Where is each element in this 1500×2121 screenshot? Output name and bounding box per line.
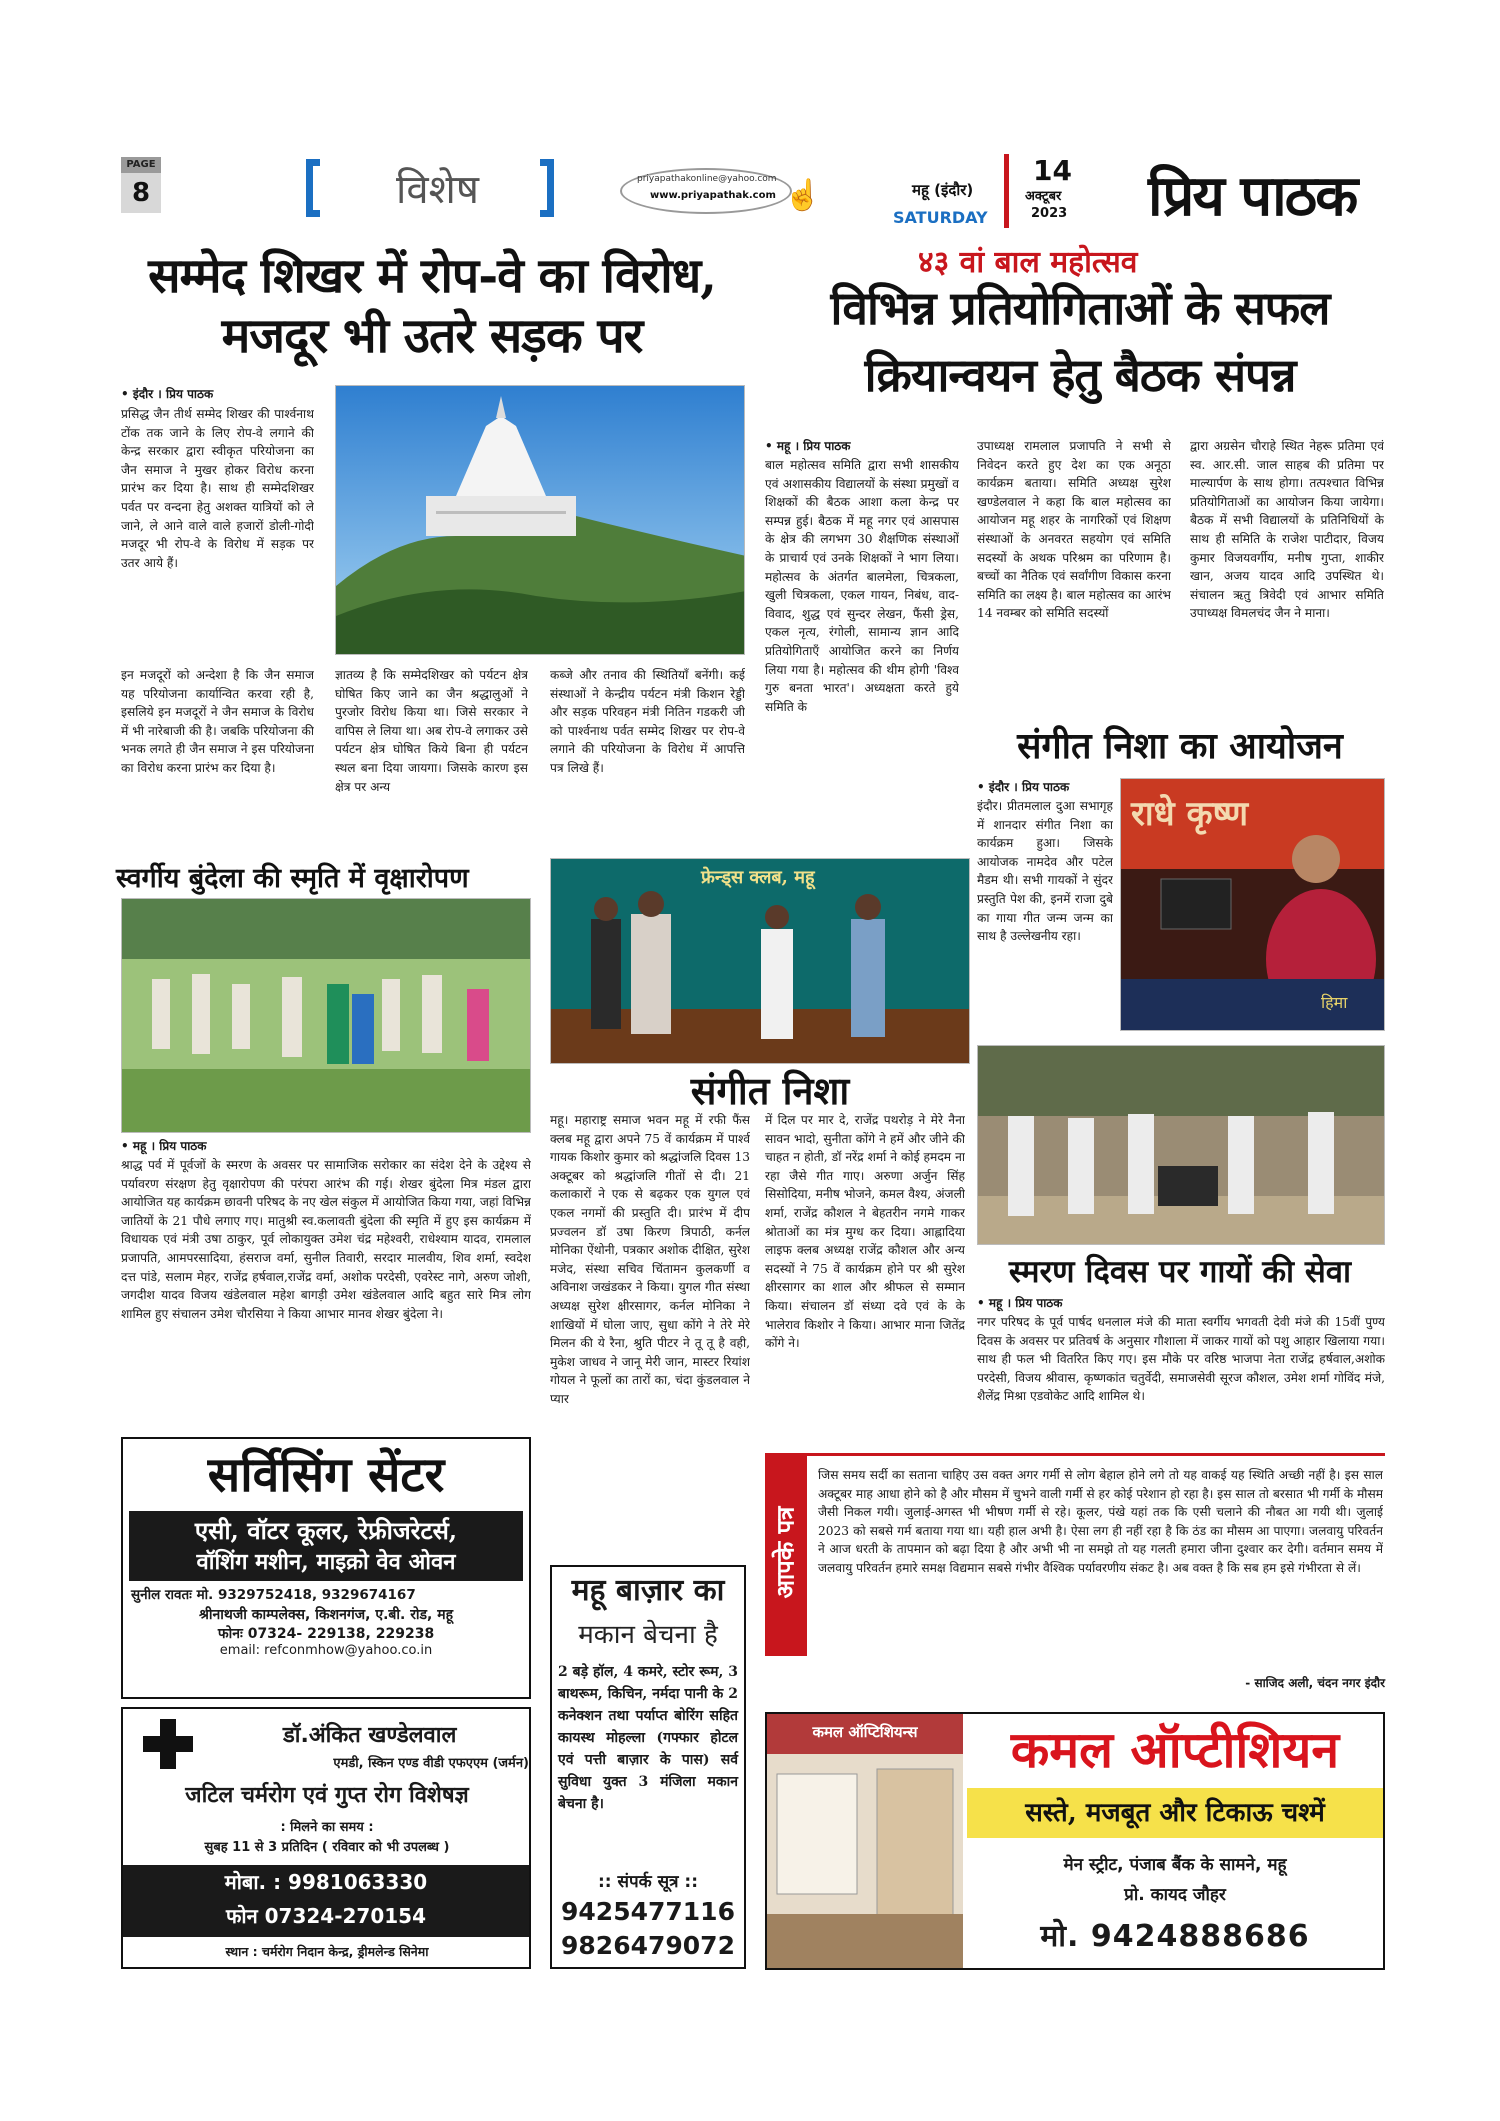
ad-optician-tagline: सस्ते, मजबूत और टिकाऊ चश्में: [967, 1788, 1383, 1838]
story5-col2: में दिल पर मार दे, राजेंद्र पथरोड़ ने मेरे नैना सावन भादो, सुनीता कोंगे ने हमें और जीने की चाहत न होती, डॉ नरेंद्र शर्मा ने कोई हमदम ना रहा जैसे गीत गाए। अरुणा अर्जुन सिंह सिसोदिया, मनीष भोजने, कमल वैश्य, अंजली शर्मा, राजेंद्र कौशल ने बेहतरीन नगमे गाकर श्रोताओं का मंत्र मुग्ध कर दिया। आह्लादिया लाइफ क्लब अध्यक्ष राजेंद्र कौशल और अन्य सदस्यों ने 75 वें कार्यक्रम होने पर श्री सुरेश क्षीरसागर का शाल और श्रीफल से सम्मान किया। संचालन डॉ संध्या दवे एवं के के भालेराव किशोर ने किया। आभार माना जितेंद्र कोंगे ने।: [765, 1113, 965, 1351]
ad-optician: [765, 1712, 1385, 1970]
ad-doctor-specialty: जटिल चर्मरोग एवं गुप्त रोग विशेषज्ञ: [185, 1782, 469, 1808]
ad-service: [121, 1437, 531, 1699]
date-year: 2023: [1031, 206, 1068, 221]
letter-text: जिस समय सर्दी का सताना चाहिए उस वक्त अगर गर्मी से लोग बेहाल होने लगे तो यह वाकई यह स्थिति अच्छी नहीं है। इस साल अक्टूबर माह आधा होने को है और मौसम में चुभने वाली गर्मी से हर कोई परेशान हो रहा है। इस साल तो बरसात भी गर्मी के मौसम जैसी निकल गयी। जुलाई-अगस्त भी भीषण गर्मी से रहे। कूलर, पंखे यहां तक कि एसी चलाने की नौबत आ गयी थी। जुलाई 2023 को सबसे गर्म बताया गया था। यही हाल अभी है। ऐसा लग ही नहीं रहा है कि ठंड का मौसम आ पाएगा। जलवायु परिवर्तन ने आज धरती के तापमान को बढ़ा दिया है और अभी भी ना समझे तो यह गलती हमारा जीना दुश्वार कर देगी। वर्तमान समय में जलवायु परिवर्तन हमारे समक्ष विद्यमान सबसे गंभीर वैश्विक पर्यावरणीय संकट है। अब वक्त है कि सब हम इसे गंभीरता से लें।: [818, 1468, 1383, 1575]
story6-byline: • महू । प्रिय पाठक: [977, 1296, 1063, 1310]
ad-optician-photo: [767, 1714, 963, 1968]
ad-property-phone2: 9826479072: [561, 1931, 735, 1960]
weekday-label: SATURDAY: [893, 208, 988, 227]
story1-byline: • इंदौर । प्रिय पाठक: [121, 387, 214, 401]
ad-doctor-location: स्थान : चर्मरोग निदान केन्द्र, ड्रीमलेन्ड सिनेमा: [225, 1944, 429, 1959]
website-text: www.priyapathak.com: [650, 190, 776, 201]
story1-headline-1: सम्मेद शिखर में रोप-वे का विरोध,: [148, 248, 716, 304]
story5-photo-banner: फ्रेन्ड्स क्लब, महू: [701, 867, 815, 888]
story4-headline: स्वर्गीय बुंदेला की स्मृति में वृक्षारोपण: [116, 863, 469, 894]
ad-doctor-timing-label: : मिलने का समय :: [280, 1820, 374, 1835]
ad-property: [550, 1565, 746, 1969]
ad-doctor: [121, 1707, 531, 1969]
ad-property-phone1: 9425477116: [561, 1897, 735, 1926]
ad-property-details: 2 बड़े हॉल, 4 कमरे, स्टोर रूम, 3 बाथरूम, किचिन, नर्मदा पानी के 2 कनेक्शन तथा पर्याप्त बोरिंग सहित कायस्थ मोहल्ला (गफ्फार होटल एवं पत्ती बाज़ार के पास) सर्व सुविधा युक्त 3 मंजिला मकान बेचना है।: [558, 1664, 738, 1812]
story2-byline: • महू । प्रिय पाठक: [765, 439, 851, 453]
ad-service-contact: सुनील रावतः मो. 9329752418, 9329674167: [131, 1587, 416, 1603]
ad-service-line1: एसी, वॉटर कूलर, रेफ्रीजरेटर्स,: [194, 1516, 458, 1545]
story1-col3: कब्जे और तनाव की स्थितियाँ बनेंगी। कई संस्थाओं ने केन्द्रीय पर्यटन मंत्री किशन रेड्डी और सड़क परिवहन मंत्री नितिन गडकरी जी को पार्श्वनाथ पर्वत सम्मेद शिखर पर रोप-वे लगाने की परियोजना के विरोध में आपत्ति पत्र लिखे हैं।: [550, 668, 745, 775]
ad-service-band: [129, 1511, 523, 1581]
story6-photo: [977, 1045, 1385, 1245]
letter-signature: - साजिद अली, चंदन नगर इंदौर: [1245, 1676, 1385, 1690]
story1-headline-2: मजदूर भी उतरे सड़क पर: [221, 308, 643, 364]
letter-label: आपके पत्र: [771, 1506, 800, 1599]
ad-service-address: श्रीनाथजी काम्पलेक्स, किशनगंज, ए.बी. रोड, महू: [198, 1607, 454, 1623]
story4-byline: • महू । प्रिय पाठक: [121, 1139, 207, 1153]
page-number-box: [121, 157, 161, 215]
date-day: 14: [1033, 154, 1072, 187]
ad-service-title: सर्विसिंग सेंटर: [207, 1447, 445, 1503]
story3-byline: • इंदौर । प्रिय पाठक: [977, 780, 1070, 794]
section-bracket-right: [540, 159, 554, 217]
story2-col1: बाल महोत्सव समिति द्वारा सभी शासकीय एवं अशासकीय विद्यालयों के संस्था प्रमुखों व शिक्षकों की बैठक आशा कला केन्द्र पर सम्पन्न हुई। बैठक में महू नगर एवं आसपास के क्षेत्र की लगभग 30 शैक्षणिक संस्थाओं के प्राचार्य एवं उनके शिक्षकों ने भाग लिया। महोत्सव के अंतर्गत बालमेला, चित्रकला, खुली चित्रकला, एकल गायन, निबंध, वाद-विवाद, शुद्ध एवं सुन्दर लेखन, फैंसी ड्रेस, एकल नृत्य, रंगोली, सामान्य ज्ञान आदि प्रतियोगिताएँ आयोजित करने का निर्णय लिया गया है। महोत्सव की थीम होगी 'विश्व गुरु बनता भारत'। अध्यक्षता करते हुये समिति के: [765, 458, 959, 714]
story2-headline-1: विभिन्न प्रतियोगिताओं के सफल: [830, 281, 1330, 335]
ad-optician-address: मेन स्ट्रीट, पंजाब बैंक के सामने, महू: [1063, 1855, 1287, 1875]
email-text: priyapathakonline@yahoo.com: [637, 174, 777, 184]
ad-optician-title: कमल ऑप्टीशियन: [1010, 1720, 1340, 1779]
ad-optician-mobile: मो. 9424888686: [1040, 1919, 1310, 1954]
story5-col1: महू। महाराष्ट्र समाज भवन महू में रफी फैंस क्लब महू द्वारा अपने 75 वें कार्यक्रम में पार्श्व गायक किशोर कुमार को श्रद्धांजलि दिवस 13 अक्टूबर को श्रद्धांजलि गीतों से दी। 21 कलाकारों ने एक से बढ़कर एक युगल एवं एकल नगमों की प्रस्तुति दी। प्रारंभ में दीप प्रज्वलन डॉ उषा किरण त्रिपाठी, कर्नल मोनिका ऐंथोनी, पत्रकार अशोक दीक्षित, सुरेश मजेद, संस्था सचिव चिंतामन कुलकर्णी व अविनाश जखंडकर ने किया। युगल गीत संस्था अध्यक्ष सुरेश क्षीरसागर, कर्नल मोनिका ने शाखियों में घोला जाए, सुधा कोंगे ने तेरे मेरे मिलन की ये रैना, श्रुति पीटर ने तू तू है वही, मुकेश जाधव ने जानू मेरी जान, मास्टर रियांश गोयल ने फूलों का तारों का, चंदा कुंडलवाल ने प्यार: [550, 1113, 750, 1406]
ad-doctor-degree: एमडी, स्किन एण्ड वीडी एफएएम (जर्मन): [333, 1756, 529, 1771]
story3-photo-banner: राधे कृष्ण: [1131, 794, 1249, 834]
ad-optician-shop-sign: कमल ऑप्टिशियन्स: [812, 1723, 918, 1741]
ad-doctor-name: डॉ.अंकित खण्डेलवाल: [283, 1723, 457, 1748]
page-number: 8: [121, 173, 161, 213]
story2-col3: द्वारा अग्रसेन चौराहे स्थित नेहरू प्रतिमा एवं स्व. आर.सी. जाल साहब की प्रतिमा पर माल्यार्पण के साथ होगा। तत्पश्चात विभिन्न प्रतियोगिताओं का आयोजन किया जायेगा। बैठक में सभी विद्यालयों के प्रतिनिधियों के साथ ही समिति के राजेश पाटीदार, विजय कुमार विजयवर्गीय, मनीष गुप्ता, शाकीर खान, अजय यादव आदि उपस्थित थे। संचालन ऋतु त्रिवेदी एवं आभार समिति उपाध्यक्ष विमलचंद जैन ने माना।: [1190, 439, 1384, 621]
story3-photo-sign: हिमा: [1321, 993, 1348, 1012]
ad-doctor-timing: सुबह 11 से 3 प्रतिदिन ( रविवार को भी उपलब्ध ): [204, 1840, 450, 1855]
ad-doctor-mobile: मोबा. : 9981063330: [224, 1870, 428, 1894]
ad-service-email: email: refconmhow@yahoo.co.in: [219, 1643, 433, 1658]
ad-property-title: महू बाज़ार का: [571, 1573, 725, 1608]
ad-service-phone: फोनः 07324- 229138, 229238: [217, 1626, 435, 1642]
hand-pointer-icon: ☝: [784, 178, 822, 213]
section-title: विशेष: [396, 167, 479, 213]
story3-text: इंदौर। प्रीतमलाल दुआ सभागृह में शानदार संगीत निशा का कार्यक्रम हुआ। जिसके आयोजक नामदेव और पटेल मैडम थी। सभी गायकों ने सुंदर प्रस्तुति पेश की, इनमें राजा दुबे का गाया गीत जन्म जन्म का साथ है उल्लेखनीय रहा।: [977, 799, 1113, 944]
story4-photo: [121, 898, 531, 1133]
story6-text: नगर परिषद के पूर्व पार्षद धनलाल मंजे की माता स्वर्गीय भगवती देवी मंजे की 15वीं पुण्य दिवस के अवसर पर प्रतिवर्ष के अनुसार गौशाला में जाकर गायों को पशु आहार खिलाया गया। साथ ही फल भी वितरित किए गए। इस मौके पर वरिष्ठ भाजपा नेता राजेंद्र हर्षवाल,अशोक परदेसी, विजय श्रीवास, कृष्णकांत चतुर्वेदी, समाजसेवी सूरज कौशल, उमेश शर्मा गोविंद मंजे, शैलेंद्र मिश्रा एडवोकेट आदि शामिल थे।: [977, 1315, 1385, 1404]
story4-text: श्राद्ध पर्व में पूर्वजों के स्मरण के अवसर पर सामाजिक सरोकार का संदेश देने के उद्देश्य से पर्यावरण संरक्षण हेतु वृक्षारोपण की परंपरा आरंभ की गई। शेखर बुंदेला मित्र मंडल द्वारा आयोजित यह कार्यक्रम छावनी परिषद के नए खेल संकुल में आयोजित किया गया, जहां विभिन्न जातियों के 21 पौधे लगाए गए। मातुश्री स्व.कलावती बुंदेला की स्मृति में हुए इस कार्यक्रम में विधायक एवं मंत्री उषा ठाकुर, पूर्व लोकायुक्त उमेश चंद्र महेश्वरी, राधेश्याम यादव, रामलाल प्रजापति, आमपरसादिया, हंसराज वर्मा, सुनील तिवारी, सरदार मालवीय, शिव शर्मा, स्वदेश दत्त पांडे, सलाम मेहर, राजेंद्र हर्षवाल,राजेंद्र वर्मा, अशोक परदेसी, एवरेस्ट नागे, अरुण जोशी, जगदीश यादव विजय खंडेलवाल महेश बागड़ी उमेश खंडेलवाल आदि बहुत सारे मित्र लोग शामिल हुए संचालन उमेश चौरसिया ने किया आभार मानव शेखर बुंदेला ने।: [121, 1158, 531, 1321]
date-month: अक्टूबर: [1025, 189, 1062, 204]
ad-optician-proprietor: प्रो. कायद जौहर: [1124, 1885, 1226, 1905]
story3-headline: संगीत निशा का आयोजन: [1017, 725, 1343, 767]
story5-headline: संगीत निशा: [690, 1068, 850, 1113]
letter-label-band: [765, 1456, 807, 1656]
story1-col2: ज्ञातव्य है कि सम्मेदशिखर को पर्यटन क्षेत्र घोषित किए जाने का जैन श्रद्धालुओं ने पुरजोर विरोध किया था। जिसे सरकार ने वापिस ले लिया था। अब रोप-वे लगाकर उसे पर्यटन क्षेत्र घोषित किये बिना ही पर्यटन स्थल बना दिया जायगा। जिसके कारण इस क्षेत्र पर अन्य: [335, 668, 528, 794]
story2-col2: उपाध्यक्ष रामलाल प्रजापति ने सभी से निवेदन करते हुए देश का एक अनूठा कार्यक्रम बताया। समिति अध्यक्ष सुरेश खण्डेलवाल ने कहा कि बाल महोत्सव का आयोजन महू शहर के नागरिकों एवं शिक्षण संस्थाओं के अनवरत सहयोग एवं समिति सदस्यों के अथक परिश्रम का परिणाम है। बच्चों का नैतिक एवं सर्वांगीण विकास करना समिति का लक्ष्य है। बाल महोत्सव का आरंभ 14 नवम्बर को समिति सदस्यों: [977, 439, 1171, 621]
paper-logo: प्रिय पाठक: [1148, 163, 1357, 229]
ad-doctor-phone: फोन 07324-270154: [225, 1904, 427, 1928]
ad-property-subtitle: मकान बेचना है: [578, 1620, 718, 1650]
masthead: [0, 150, 1500, 230]
city-label: महू (इंदौर): [912, 181, 974, 199]
story1-col1b: इन मजदूरों को अन्देशा है कि जैन समाज यह परियोजना कार्यान्वित करवा रही है, इसलिये इन मजदूरों ने जैन समाज के विरोध में भी नारेबाजी की है। जबकि परियोजना की भनक लगते ही जैन समाज ने इस परियोजना का विरोध करना प्रारंभ कर दिया है।: [121, 668, 314, 775]
section-bracket-left: [306, 159, 320, 217]
ad-property-contact-label: :: संपर्क सूत्र ::: [597, 1872, 699, 1892]
page-label: PAGE: [121, 157, 161, 173]
ad-doctor-band: [123, 1865, 529, 1937]
story6-headline: स्मरण दिवस पर गायों की सेवा: [1008, 1254, 1352, 1290]
date-divider: [1004, 154, 1009, 228]
story3-photo-singer: [1120, 778, 1385, 1031]
medical-cross-icon: [143, 1719, 193, 1769]
story1-photo-temple: [335, 385, 745, 655]
story1-col1: प्रसिद्ध जैन तीर्थ सम्मेद शिखर की पार्श्वनाथ टोंक तक जाने के लिए रोप-वे लगाने की केन्द्र सरकार द्वारा स्वीकृत परियोजना का जैन समाज ने मुखर होकर विरोध करना प्रारंभ कर दिया है। साथ ही सम्मेदशिखर पर्वत पर वन्दना हेतु अशक्त यात्रियों को ले जाने, ले आने वाले वाले हजारों डोली-गोदी मजदूर भी रोप-वे के विरोध में सड़क पर उतर आये हैं।: [121, 407, 314, 570]
story2-headline-2: क्रियान्वयन हेतु बैठक संपन्न: [864, 348, 1296, 402]
story2-kicker: ४३ वां बाल महोत्सव: [918, 245, 1138, 280]
ad-service-line2: वॉशिंग मशीन, माइक्रो वेव ओवन: [196, 1549, 456, 1575]
story5-photo: [550, 858, 970, 1064]
